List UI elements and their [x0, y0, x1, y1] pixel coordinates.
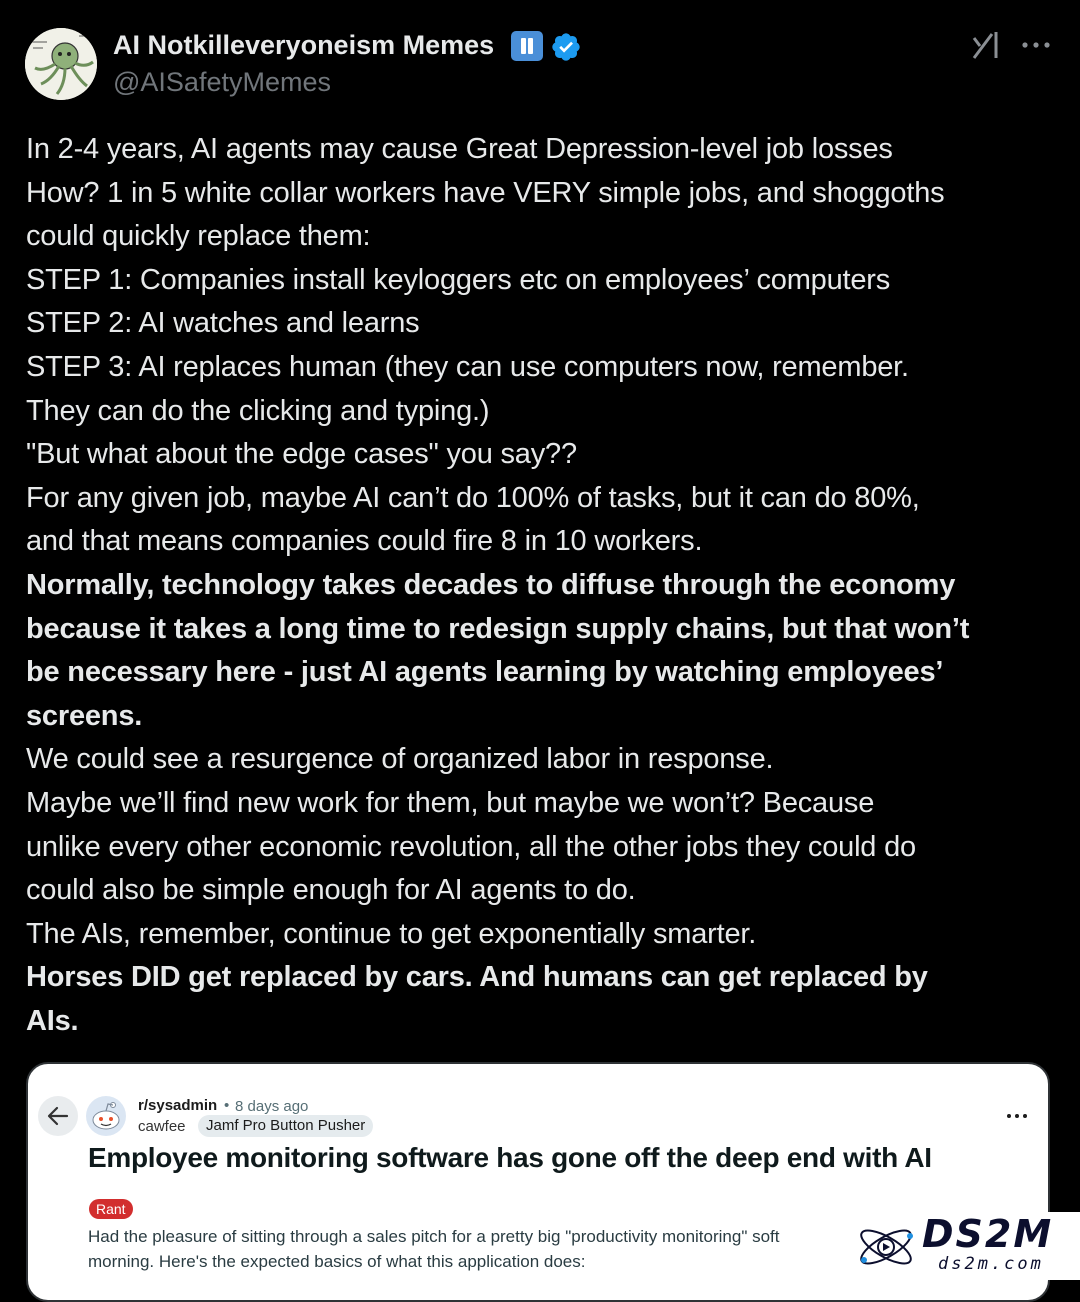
user-flair: Jamf Pro Button Pusher	[198, 1115, 373, 1137]
atom-logo-icon	[854, 1216, 918, 1278]
watermark-brand: DS2M	[922, 1212, 1054, 1256]
post-flair-tag[interactable]: Rant	[89, 1199, 133, 1219]
tweet-text-line: They can do the clicking and typing.)	[26, 394, 490, 427]
tweet-text-line: Normally, technology takes decades to diffuse through the economy	[26, 568, 956, 601]
subreddit-avatar[interactable]	[86, 1096, 126, 1136]
back-arrow-icon	[38, 1096, 78, 1136]
more-options-icon[interactable]	[1006, 1112, 1028, 1120]
pause-badge-icon	[511, 31, 543, 61]
tweet-text-line: STEP 3: AI replaces human (they can use computers now, remember.	[26, 350, 909, 383]
tweet-text-line: could quickly replace them:	[26, 220, 371, 253]
tweet-text-line: STEP 2: AI watches and learns	[26, 307, 420, 340]
tweet-text-line: Horses DID get replaced by cars. And humans can get replaced by	[26, 961, 928, 994]
subreddit-name[interactable]: r/sysadmin	[138, 1097, 218, 1114]
tweet-text-line: AIs.	[26, 1004, 79, 1037]
watermark	[842, 1212, 1080, 1280]
tweet-text-line: For any given job, maybe AI can’t do 100% of tasks, but it can do 80%,	[26, 481, 920, 514]
more-options-icon[interactable]	[1020, 40, 1052, 50]
post-title[interactable]: Employee monitoring software has gone off the deep end with AI	[88, 1142, 932, 1173]
snippet-line: Had the pleasure of sitting through a sales pitch for a pretty big "productivity monitoring" soft	[88, 1227, 780, 1246]
tweet-text-line: because it takes a long time to redesign supply chains, but that won’t	[26, 612, 970, 645]
tweet-header	[0, 0, 1080, 110]
tweet-text-line: screens.	[26, 699, 143, 732]
tweet-text-line: unlike every other economic revolution, all the other jobs they could do	[26, 830, 916, 863]
tweet-text-line: could also be simple enough for AI agents to do.	[26, 874, 636, 907]
snippet-line: morning. Here's the expected basics of what this application does:	[88, 1252, 586, 1271]
post-age: 8 days ago	[235, 1098, 309, 1115]
author-handle[interactable]: @AISafetyMemes	[113, 67, 331, 97]
author-avatar[interactable]	[25, 28, 97, 100]
back-button[interactable]	[38, 1096, 78, 1136]
post-snippet	[88, 1224, 868, 1274]
grok-icon[interactable]	[970, 30, 1002, 60]
display-name[interactable]: AI Notkilleveryoneism Memes	[113, 30, 495, 60]
tweet-text-line: How? 1 in 5 white collar workers have VERY simple jobs, and shoggoths	[26, 176, 945, 209]
tweet-text-line: Maybe we’ll find new work for them, but maybe we won’t? Because	[26, 786, 875, 819]
tweet-text-line: be necessary here - just AI agents learning by watching employees’	[26, 656, 944, 689]
watermark-url: ds2m.com	[938, 1254, 1044, 1274]
tweet-text-line: In 2-4 years, AI agents may cause Great Depression-level job losses	[26, 133, 893, 165]
tweet-text-line: "But what about the edge cases" you say??	[26, 438, 577, 471]
tweet-text-line: STEP 1: Companies install keyloggers etc on employees’ computers	[26, 263, 891, 296]
tweet-text-line: The AIs, remember, continue to get exponentially smarter.	[26, 917, 757, 950]
tweet-text-line: and that means companies could fire 8 in 10 workers.	[26, 525, 703, 558]
post-author[interactable]: cawfee	[138, 1118, 186, 1135]
tweet-text	[26, 128, 1066, 1043]
octopus-avatar-icon	[25, 28, 97, 100]
reddit-avatar-icon	[86, 1096, 126, 1136]
verified-badge-icon	[550, 31, 582, 63]
tweet-text-line: We could see a resurgence of organized labor in response.	[26, 743, 774, 776]
meta-separator: •	[224, 1097, 230, 1114]
